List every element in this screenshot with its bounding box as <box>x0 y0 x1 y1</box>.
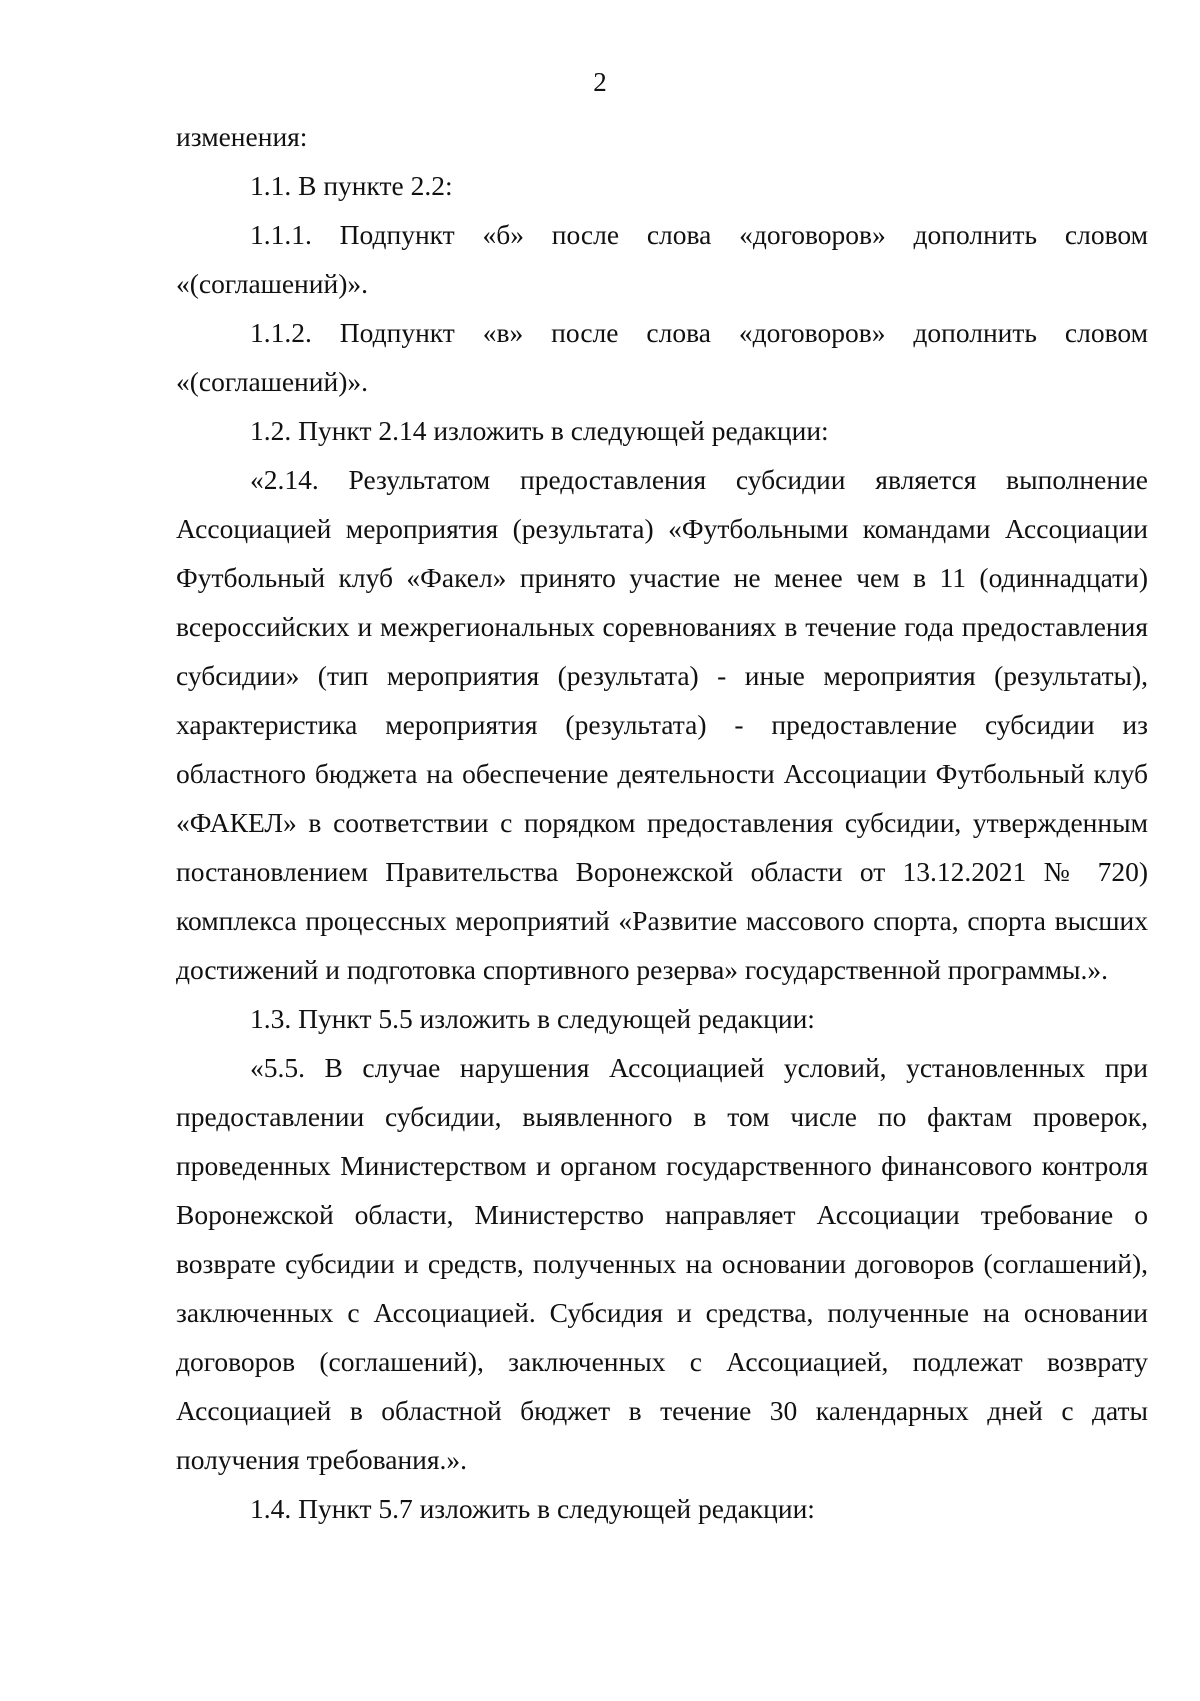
paragraph-1-2: 1.2. Пункт 2.14 изложить в следующей редакции: <box>250 415 829 446</box>
paragraph-1-4: 1.4. Пункт 5.7 изложить в следующей редакции: <box>250 1493 815 1524</box>
paragraph-intro: изменения: <box>176 121 308 152</box>
paragraph-2-14: «2.14. Результатом предоставления субсидии является выполнение Ассоциацией мероприятия (результата) «Футбольными командами Ассоциации Футбольный клуб «Факел» принято участие не менее чем в 11 (одиннадцати) всероссийских и межрегиональных соревнованиях в течение года предоставления субсидии» (тип мероприятия (результата) - иные мероприятия (результаты), характеристика мероприятия (результата) - предоставление субсидии из областного бюджета на обеспечение деятельности Ассоциации Футбольный клуб «ФАКЕЛ» в соответствии с порядком предоставления субсидии, утвержденным постановлением Правительства Воронежской области от 13.12.2021 № 720) комплекса процессных мероприятий «Развитие массового спорта, спорта высших достижений и подготовка спортивного резерва» государственной программы.». <box>176 464 1148 985</box>
paragraph-5-5: «5.5. В случае нарушения Ассоциацией условий, установленных при предоставлении субсидии, выявленного в том числе по фактам проверок, проведенных Министерством и органом государственного финансового контроля Воронежской области, Министерство направляет Ассоциации требование о возврате субсидии и средств, полученных на основании договоров (соглашений), заключенных с Ассоциацией. Субсидия и средства, полученные на основании договоров (соглашений), заключенных с Ассоциацией, подлежат возврату Ассоциацией в областной бюджет в течение 30 календарных дней с даты получения требования.». <box>176 1052 1148 1475</box>
paragraph-1-1-2: 1.1.2. Подпункт «в» после слова «договоров» дополнить словом «(соглашений)». <box>176 317 1148 397</box>
paragraph-1-1: 1.1. В пункте 2.2: <box>250 170 453 201</box>
paragraph-1-3: 1.3. Пункт 5.5 изложить в следующей редакции: <box>250 1003 815 1034</box>
document-body <box>176 112 1148 1533</box>
paragraph-1-1-1: 1.1.1. Подпункт «б» после слова «договоров» дополнить словом «(соглашений)». <box>176 219 1148 299</box>
page-number: 2 <box>593 67 607 97</box>
